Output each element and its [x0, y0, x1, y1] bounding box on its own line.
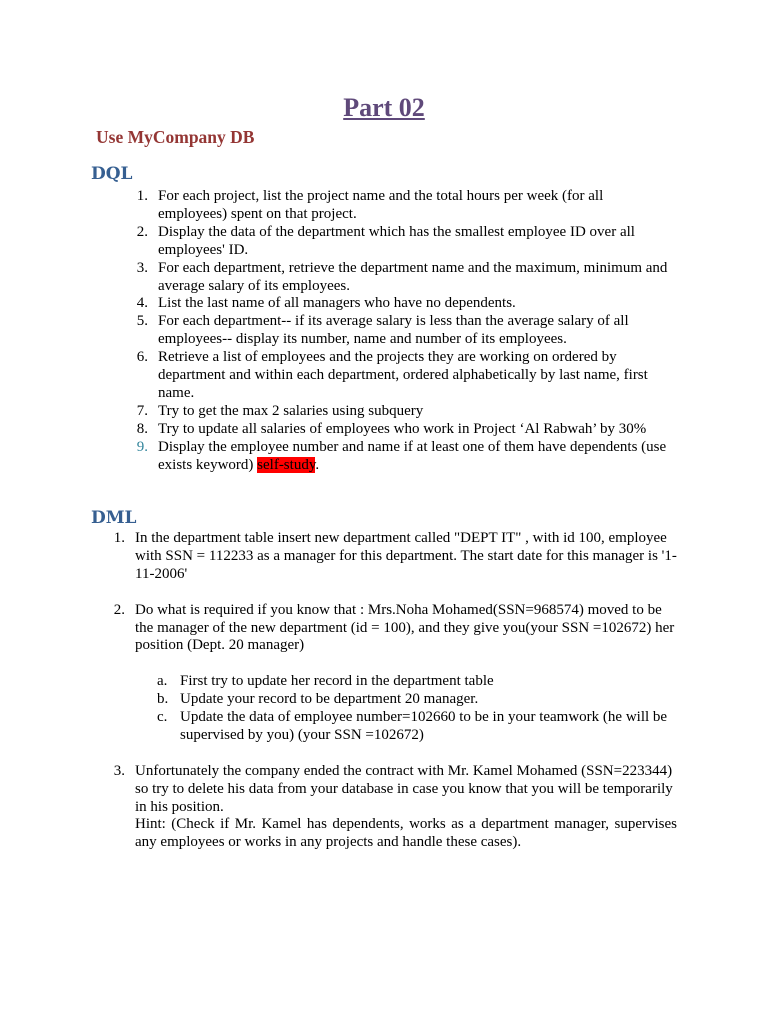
dml-item-text: Do what is required if you know that : Mrs.Noha Mohamed(SSN=968574) moved to be the manager of the new department (id = 100), and they give you(your SSN =102672) her position (Dept. 20 manager): [135, 601, 675, 654]
dql-item-number: 8.: [136, 420, 148, 437]
dql-item-text: Display the employee number and name if at least one of them have dependents (use exists keyword): [158, 438, 667, 473]
dml-item: [107, 530, 677, 584]
spacer: [107, 584, 677, 602]
dql-item: [130, 421, 670, 439]
dml-item: [107, 602, 677, 745]
dml-item-text: In the department table insert new department called "DEPT IT" , with id 100, employee with SSN = 112233 as a manager for this department. The start date for this manager is '1-11-2006': [135, 530, 677, 582]
dql-item-number: 4.: [136, 295, 148, 312]
dql-item: [130, 349, 670, 403]
dml-item: [107, 763, 677, 853]
dql-item-number: 3.: [136, 259, 148, 276]
dql-item: [130, 188, 670, 224]
dql-item: [130, 403, 670, 421]
dml-subitem-text: Update the data of employee number=102660 to be in your teamwork (he will be supervised by you) (your SSN =102672): [180, 709, 668, 743]
dql-item-text: Try to get the max 2 salaries using subquery: [158, 402, 424, 419]
dml-subitem-letter: c.: [157, 709, 168, 726]
database-subtitle: Use MyCompany DB: [96, 127, 255, 147]
dml-list: [107, 530, 677, 852]
dql-item-number: 1.: [136, 188, 148, 204]
dql-item-number: 6.: [136, 349, 148, 366]
dql-item-text: Display the data of the department which has the smallest employee ID over all employees' ID.: [158, 223, 635, 258]
dql-item-text-end: .: [315, 456, 320, 473]
dml-subitem-text: First try to update her record in the department table: [180, 673, 494, 690]
dql-item: [130, 439, 670, 475]
dml-item-number: 3.: [113, 762, 125, 779]
hint-text: Hint: (Check if Mr. Kamel has dependents, works as a department manager, supervises any employees or works in any projects and handle these cases).: [135, 816, 677, 851]
dml-subitem-letter: b.: [157, 691, 169, 708]
dql-item: [130, 260, 670, 296]
spacer: [107, 745, 677, 763]
dml-heading: DML: [91, 508, 137, 528]
dml-subitem: [157, 673, 677, 691]
dml-item-number: 1.: [113, 530, 125, 546]
dml-item-number: 2.: [113, 601, 125, 618]
dql-list: [130, 188, 670, 475]
dql-item-number: 2.: [136, 223, 148, 240]
dql-item-text: For each department, retrieve the department name and the maximum, minimum and average salary of its employees.: [158, 259, 668, 294]
dql-item-text: For each project, list the project name and the total hours per week (for all employees) spent on that project.: [158, 188, 604, 222]
dml-sub-list: [157, 673, 677, 745]
dql-item-number: 5.: [136, 313, 148, 330]
dql-item-text: Try to update all salaries of employees who work in Project ‘Al Rabwah’ by 30%: [158, 420, 647, 437]
dql-heading: DQL: [91, 164, 133, 184]
dml-subitem-letter: a.: [157, 673, 168, 690]
dql-item-number: 9.: [136, 438, 148, 455]
spacer: [135, 655, 677, 673]
dml-subitem: [157, 691, 677, 709]
dql-item-number: 7.: [136, 402, 148, 419]
dml-item-text: Unfortunately the company ended the contract with Mr. Kamel Mohamed (SSN=223344) so try to delete his data from your database in case you know that you will be temporarily in his position.: [135, 762, 673, 815]
dql-item-text: For each department-- if its average salary is less than the average salary of all employees-- display its number, name and number of its employees.: [158, 313, 629, 348]
dml-subitem: [157, 709, 677, 745]
self-study-highlight: self-study: [257, 456, 316, 473]
page-title: Part 02: [343, 93, 425, 122]
dql-item: [130, 224, 670, 260]
dql-item: [130, 313, 670, 349]
dql-item: [130, 295, 670, 313]
dml-subitem-text: Update your record to be department 20 manager.: [180, 691, 479, 708]
dql-item-text: List the last name of all managers who have no dependents.: [158, 295, 516, 312]
dql-item-text: Retrieve a list of employees and the projects they are working on ordered by department and within each department, ordered alphabetically by last name, first name.: [158, 349, 648, 401]
